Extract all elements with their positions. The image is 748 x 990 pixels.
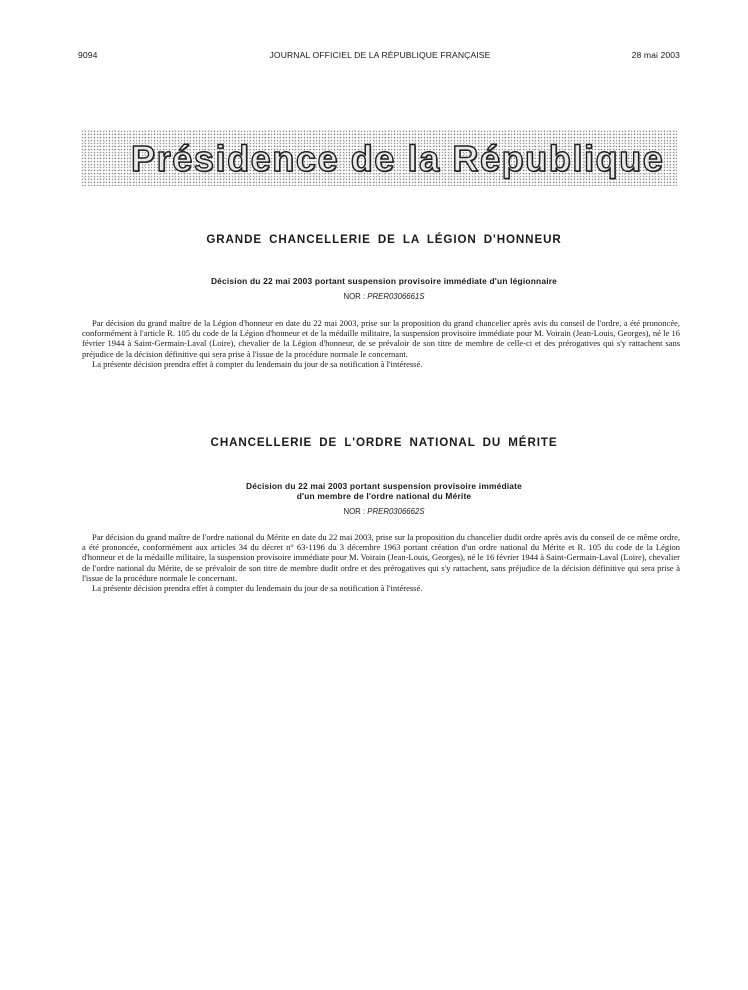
journal-title: JOURNAL OFFICIEL DE LA RÉPUBLIQUE FRANÇAISE	[269, 50, 491, 60]
nor-label: NOR :	[343, 507, 368, 516]
decision-body	[82, 532, 680, 593]
nor-code: PRER0306662S	[367, 507, 425, 516]
decision-title	[82, 276, 686, 286]
page-number: 9094	[78, 50, 98, 60]
nor-reference	[82, 292, 686, 301]
banner-title: Présidence de la République	[131, 138, 665, 179]
decision-title-line: Décision du 22 mai 2003 portant suspension provisoire immédiate	[245, 481, 523, 491]
section-heading-legion-honneur: GRANDE CHANCELLERIE DE LA LÉGION D'HONNEUR	[206, 233, 562, 246]
nor-label: NOR :	[343, 292, 368, 301]
decision-title	[82, 481, 686, 501]
body-paragraph: La présente décision prendra effet à compter du lendemain du jour de sa notification à l'intéressé.	[92, 358, 423, 369]
body-paragraph: Par décision du grand maître de la Légion d'honneur en date du 22 mai 2003, prise sur la proposition du grand chancelier après avis du conseil de l'ordre, a été prononcée, conformément à l'article R. 105 du code de la Légion d'honneur et de la médaille militaire, la suspension provisoire immédiate pour M. Voirain (Jean-Louis, Georges), né le 16 février 1944 à Saint-Germain-Laval (Loire), chevalier de la Légion d'honneur, de se prévaloir de son titre de membre de celle-ci et des prérogatives qui s'y rattachent sans préjudice de la décision définitive qui sera prise à l'issue de la procédure normale le concernant.	[82, 318, 680, 359]
section-banner	[81, 130, 677, 186]
body-paragraph: Par décision du grand maître de l'ordre national du Mérite en date du 22 mai 2003, prise sur la proposition du chancelier dudit ordre après avis du conseil de ce même ordre, a été prononcée, conformément aux articles 34 du décret n° 63-1196 du 3 décembre 1963 portant création d'un ordre national du Mérite et R. 105 du code de la Légion d'honneur et de la médaille militaire, la suspension provisoire immédiate pour M. Voirain (Jean-Louis, Georges), né le 16 février 1944 à Saint-Germain-Laval (Loire), chevalier de l'ordre national du Mérite, de se prévaloir de son titre de membre dudit ordre et des prérogatives qui s'y rattachent, sans préjudice de la décision définitive qui sera prise à l'issue de la procédure normale le concernant.	[82, 532, 680, 583]
section-heading-ordre-merite: CHANCELLERIE DE L'ORDRE NATIONAL DU MÉRITE	[210, 436, 558, 449]
decision-title-line: d'un membre de l'ordre national du Mérite	[296, 491, 472, 501]
decision-title-line: Décision du 22 mai 2003 portant suspension provisoire immédiate d'un légionnaire	[210, 276, 558, 286]
nor-code: PRER0306661S	[367, 292, 425, 301]
nor-reference	[82, 507, 686, 516]
issue-date: 28 mai 2003	[631, 50, 680, 60]
running-header	[78, 50, 682, 64]
body-paragraph: La présente décision prendra effet à compter du lendemain du jour de sa notification à l'intéressé.	[92, 583, 423, 594]
decision-body	[82, 318, 680, 369]
